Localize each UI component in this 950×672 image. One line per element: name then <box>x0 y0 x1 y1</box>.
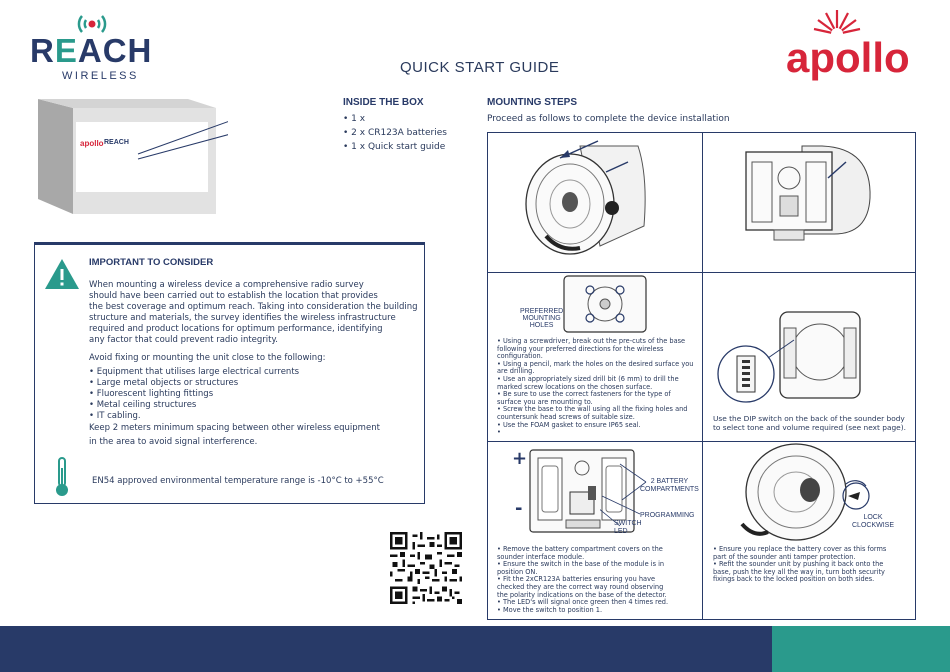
inside-box-item: • 1 x Quick start guide <box>343 142 446 152</box>
step6-line: fixings back to the locked position on both sides. <box>713 575 875 584</box>
step6-line: • Refit the sounder unit by pushing it back onto the <box>713 560 884 569</box>
survey-line: the best coverage and optimum reach. Taking into consideration the building <box>89 302 418 312</box>
step5-line: sounder interface module. <box>497 552 585 561</box>
mounting-intro: Proceed as follows to complete the device installation <box>487 114 730 124</box>
step6-line: part of the sounder anti tamper protection. <box>713 552 856 561</box>
step6-line: base, push the key all the way in, turn both security <box>713 567 885 576</box>
step3-mounting-holes-illustration <box>560 274 650 334</box>
battery-compartments-label: 2 BATTERY COMPARTMENTS <box>640 478 699 493</box>
step5-line: • Fit the 2xCR123A batteries ensuring you have <box>497 575 656 584</box>
warning-icon <box>44 258 80 290</box>
step6-instructions <box>713 546 886 584</box>
step4-dip-switch-illustration <box>716 308 866 408</box>
preferred-holes-label: PREFERRED MOUNTING HOLES <box>520 308 564 329</box>
switch-label: SWITCH <box>614 520 642 527</box>
step3-line: marked screw locations on the chosen surface. <box>497 382 653 391</box>
spacing-line-2: in the area to avoid signal interference. <box>89 437 258 447</box>
avoid-intro: Avoid fixing or mounting the unit close to the following: <box>89 353 326 363</box>
survey-paragraph <box>89 280 418 346</box>
inside-box-list <box>343 112 447 154</box>
footer-accent-bar <box>772 626 950 672</box>
avoid-item: • IT cabling. <box>89 411 141 421</box>
step3-line: • Use an appropriately sized drill bit (6 mm) to drill the <box>497 374 679 383</box>
survey-line: required and product locations for optimum performance, identifying <box>89 324 383 334</box>
mounting-steps-heading: MOUNTING STEPS <box>487 97 578 108</box>
step3-line: • Be sure to use the correct fasteners for the type of <box>497 390 671 399</box>
box-reach-label: REACH <box>104 139 129 146</box>
step3-line: are drilling. <box>497 367 535 376</box>
step5-line: position ON. <box>497 567 538 576</box>
step3-line: following your preferred directions for the wireless <box>497 344 664 353</box>
box-apollo-label: apollo <box>80 139 104 148</box>
step5-leader-lines <box>600 460 660 530</box>
avoid-list <box>89 367 299 422</box>
step1-sounder-illustration <box>520 136 670 266</box>
avoid-item: • Metal ceiling structures <box>89 400 197 410</box>
step3-line: • <box>497 428 501 437</box>
led-label: LED <box>614 528 628 535</box>
inside-box-item: • 1 x <box>343 114 366 124</box>
step5-line: • Remove the battery compartment covers on the <box>497 545 663 553</box>
thermometer-icon <box>54 456 70 498</box>
step3-line: countersunk head screws of suitable size. <box>497 412 635 421</box>
qr-code <box>390 532 462 604</box>
step3-line: • Use the FOAM gasket to ensure IP65 seal. <box>497 420 641 429</box>
step5-line: • The LED's will signal once green then 4 times red. <box>497 598 669 607</box>
survey-line: structure and materials, the survey identifies the wireless infrastructure <box>89 313 396 323</box>
polarity-minus: - <box>515 498 523 519</box>
avoid-item: • Fluorescent lighting fittings <box>89 389 214 399</box>
step5-line: checked they are the correct way round observing <box>497 582 664 591</box>
polarity-plus: + <box>512 448 528 469</box>
programming-label: PROGRAMMING <box>640 512 695 519</box>
step4-line: to select tone and volume required (see next page). <box>713 423 906 432</box>
step3-line: surface you are mounting to. <box>497 397 593 406</box>
survey-line: any factor that could prevent radio integrity. <box>89 335 279 345</box>
step6-line: • Ensure you replace the battery cover as this forms <box>713 545 887 553</box>
product-box-illustration <box>28 94 228 216</box>
survey-line: When mounting a wireless device a comprehensive radio survey <box>89 280 364 290</box>
step5-line: the polarity indications on the base of the detector. <box>497 590 667 599</box>
step3-line: • Using a screwdriver, break out the pre-cuts of the base <box>497 337 686 345</box>
important-heading: IMPORTANT TO CONSIDER <box>89 257 214 268</box>
inside-box-heading: INSIDE THE BOX <box>343 97 424 108</box>
survey-line: should have been carried out to establish the location that provides <box>89 291 378 301</box>
lock-clockwise-label: LOCK CLOCKWISE <box>852 514 895 529</box>
temperature-range: EN54 approved environmental temperature range is -10°C to +55°C <box>92 476 384 486</box>
avoid-item: • Equipment that utilises large electrical currents <box>89 367 300 377</box>
reach-logo-subtitle: WIRELESS <box>62 70 139 82</box>
step4-line: Use the DIP switch on the back of the sounder body <box>713 414 905 423</box>
step5-line: • Ensure the switch in the base of the module is in <box>497 560 665 569</box>
spacing-line-1: Keep 2 meters minimum spacing between other wireless equipment <box>89 423 380 433</box>
step3-line: • Using a pencil, mark the holes on the desired surface you <box>497 359 694 368</box>
step3-line: configuration. <box>497 352 543 361</box>
step3-line: • Screw the base to the wall using all the fixing holes and <box>497 405 688 414</box>
apollo-sunburst-icon <box>812 6 862 36</box>
avoid-item: • Large metal objects or structures <box>89 378 239 388</box>
step3-instructions <box>497 338 693 437</box>
footer-bar <box>0 626 772 672</box>
step5-line: • Move the switch to position 1. <box>497 605 603 614</box>
step5-instructions <box>497 546 668 614</box>
apollo-logo-text: apollo <box>786 34 910 81</box>
step4-instructions <box>713 414 906 432</box>
inside-box-item: • 2 x CR123A batteries <box>343 128 447 138</box>
step2-base-illustration <box>742 138 882 248</box>
page-title: QUICK START GUIDE <box>400 59 560 76</box>
reach-logo-text: REACH <box>30 32 153 69</box>
